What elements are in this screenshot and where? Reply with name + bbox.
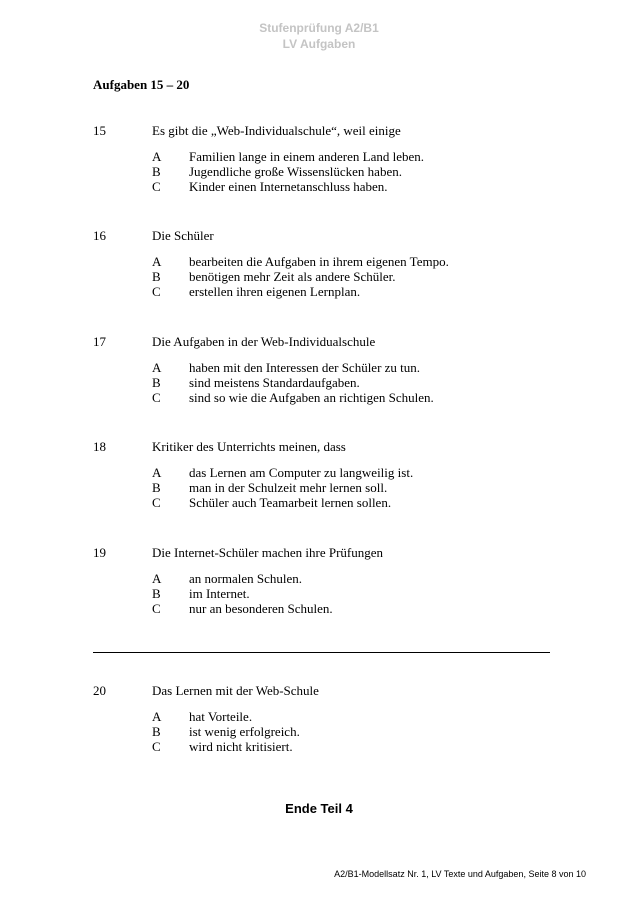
question-stem: Kritiker des Unterrichts meinen, dass (152, 439, 346, 454)
option-letter: B (152, 269, 161, 284)
option-letter: C (152, 179, 161, 194)
option-text: sind meistens Standardaufgaben. (189, 375, 360, 390)
option-letter: A (152, 709, 162, 724)
divider-line (93, 652, 550, 653)
option-text: an normalen Schulen. (189, 571, 302, 586)
section-title: Aufgaben 15 – 20 (93, 77, 190, 92)
question-stem: Die Internet-Schüler machen ihre Prüfungen (152, 545, 384, 560)
option-letter: C (152, 495, 161, 510)
option-letter: B (152, 480, 161, 495)
option-letter: A (152, 254, 162, 269)
option-letter: A (152, 571, 162, 586)
option-letter: C (152, 739, 161, 754)
option-letter: A (152, 149, 162, 164)
question-number: 19 (93, 545, 106, 560)
option-text: nur an besonderen Schulen. (189, 601, 333, 616)
option-letter: C (152, 390, 161, 405)
question-stem: Es gibt die „Web-Individualschule“, weil einige (152, 123, 401, 138)
question-stem: Die Schüler (152, 228, 214, 243)
option-letter: B (152, 375, 161, 390)
option-text: erstellen ihren eigenen Lernplan. (189, 284, 361, 299)
page-footer: A2/B1-Modellsatz Nr. 1, LV Texte und Aufgaben, Seite 8 von 10 (334, 869, 586, 879)
option-letter: B (152, 164, 161, 179)
option-text: bearbeiten die Aufgaben in ihrem eigenen Tempo. (189, 254, 449, 269)
option-text: Kinder einen Internetanschluss haben. (189, 179, 388, 194)
option-text: sind so wie die Aufgaben an richtigen Schulen. (189, 390, 434, 405)
question-stem: Das Lernen mit der Web-Schule (152, 683, 319, 698)
option-text: man in der Schulzeit mehr lernen soll. (189, 480, 388, 495)
question-number: 17 (93, 334, 106, 349)
option-text: haben mit den Interessen der Schüler zu tun. (189, 360, 421, 375)
header-line-1: Stufenprüfung A2/B1 (259, 21, 379, 35)
option-text: Schüler auch Teamarbeit lernen sollen. (189, 495, 392, 510)
option-text: Familien lange in einem anderen Land leben. (189, 149, 424, 164)
option-letter: C (152, 601, 161, 616)
question-stem: Die Aufgaben in der Web-Individualschule (152, 334, 376, 349)
option-letter: B (152, 586, 161, 601)
question-number: 20 (93, 683, 106, 698)
option-text: wird nicht kritisiert. (189, 739, 293, 754)
option-text: hat Vorteile. (189, 709, 253, 724)
option-text: benötigen mehr Zeit als andere Schüler. (189, 269, 396, 284)
option-text: das Lernen am Computer zu langweilig ist. (189, 465, 414, 480)
option-letter: A (152, 360, 162, 375)
option-letter: C (152, 284, 161, 299)
option-text: ist wenig erfolgreich. (189, 724, 300, 739)
question-number: 18 (93, 439, 106, 454)
option-letter: A (152, 465, 162, 480)
end-of-part-label: Ende Teil 4 (285, 801, 353, 816)
header-line-2: LV Aufgaben (282, 37, 356, 51)
option-text: im Internet. (189, 586, 250, 601)
question-number: 16 (93, 228, 106, 243)
option-text: Jugendliche große Wissenslücken haben. (189, 164, 402, 179)
option-letter: B (152, 724, 161, 739)
question-number: 15 (93, 123, 106, 138)
